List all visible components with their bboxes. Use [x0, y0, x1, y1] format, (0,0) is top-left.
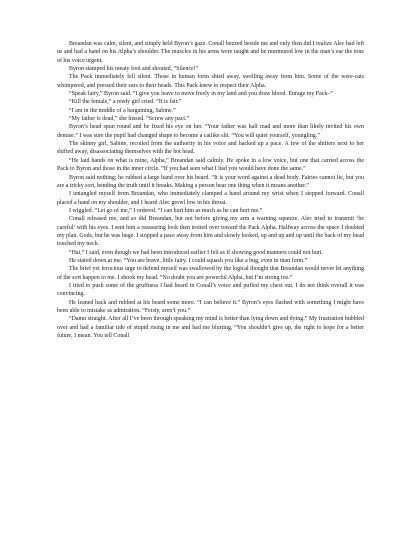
paragraph: “Hai,” I said, even though we had been introduced earlier I felt as if showing good manners could not hurt.: [69, 249, 323, 256]
paragraph: He stared down at me. “You are brave, little fairy. I could squash you like a bug, even in man form.”: [69, 257, 308, 264]
paragraph: Byron stamped his meaty foot and shouted, “Silence!”: [69, 66, 199, 73]
paragraph: “I am in the middle of a bargaining, Sabine.”: [69, 107, 176, 114]
paragraph: I untangled myself from Breandan, who immediately clamped a hand around my wrist when I stepped forward. Conall placed a hand on my shoulder, and I heard Alec growl low in his throat.: [57, 191, 364, 206]
paragraph: “Damn straight. After all I’ve been through speaking my mind is better than lying down and dying.” My frustration bubbled over and had a familiar tide of stupid rising in me and had me blurting, “You shouldn’t give up, the right to hope for a better future, I mean. You tell Conall: [57, 316, 364, 340]
paragraph: I tried to push some of the gruffness I had heard in Conall’s voice and puffed my chest out. I do not think overall it was convincing.: [57, 282, 364, 298]
paragraph: He leaned back and rubbed at his beard some more. “I can believe it.” Byron’s eyes flashed with something I might have been able to mistake as admiration. “Feisty, aren’t you.”: [57, 299, 364, 314]
paragraph: The brief yet ferocious urge to defend myself was swallowed by the logical thought that Breandan would never let anything of the sort happen to me. I shook my head. “No doubt you are powerful Alpha, but I’m strong too.”: [57, 266, 364, 281]
paragraph: “My father is dead,” she hissed. “Screw any pact.”: [69, 116, 190, 123]
paragraph: The skinny girl, Sabine, recoiled from the authority in his voice and backed up a pace. A few of the shifters next to her shifted away, disassociating themselves with the hot head.: [57, 141, 364, 156]
paragraph: “Speak fairy,” Byron said. “I give you leave to move freely in my land and you draw blood. Enrage my Pack–”: [69, 91, 333, 98]
paragraph: Breandan was calm, silent, and simply held Byron’s gaze. Conall buzzed beside me and only then did I realize Alec had left us and had a hand on his Alpha’s shoulder. The muscles in his arms were taught and he murmured low in the man’s ear the tone of his voice urgent.: [57, 41, 364, 64]
paragraph: Conall released me, and so did Breandan, but not before giving my arm a warning squeeze. Alec tried to transmit ‘be careful’ with his eyes. I sent him a reassuring look then trotted over toward the Pack Alpha. Halfway across the space I doubted my plan. Gods, but he was huge. I stopped a pace away from him and slowly looked, up and up and up until the back of my head touched my neck.: [57, 216, 364, 248]
paragraph: The Pack immediately fell silent. Those in human form shied away, swelling away from him. Some of the were-cats whimpered, and pressed their ears to their heads. This Pack knew to respect their Alpha.: [57, 74, 364, 89]
paragraph: “He laid hands on what is mine, Alpha,” Breandan said calmly. He spoke in a low voice, but one that carried across the Pack to Byron and those in the inner circle. “If you had seen what I had you would have done the same.”: [57, 157, 364, 173]
paragraph: I wiggled. “Let go of me,” I ordered. “I can hurt him as much as he can hurt me.”: [69, 207, 263, 214]
paragraph: Byron said nothing; he rubbed a large hand over his beard. “It is your word against a dead body. Fairies cannot lie, but you are a tricky sort, bending the truth until it breaks. Making a person hear one thing when it means another.”: [57, 174, 364, 189]
book-page: [57, 40, 364, 340]
paragraph: “Kill the female,” a reedy girl cried. “It is fair.”: [69, 99, 182, 106]
paragraph: Byron’s head spun round and he fixed his eye on her. “Your father was half mad and more than likely invited his own demise.” I was sure the pupil had changed shape to become a catlike slit. “You will quiet yourself, youngling.”: [57, 124, 364, 139]
